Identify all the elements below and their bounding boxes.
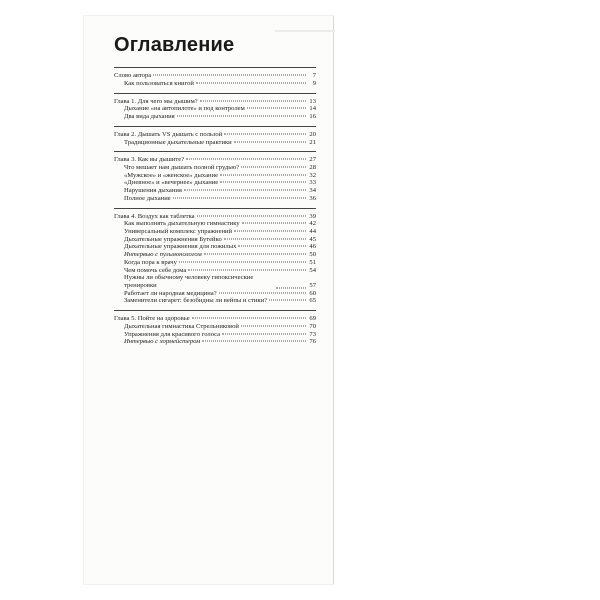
dot-leader (204, 254, 306, 255)
toc-page-number: 60 (309, 289, 316, 297)
toc-page-number: 34 (309, 187, 316, 195)
section-divider (114, 151, 316, 152)
toc-subsection-entry (114, 290, 316, 298)
toc-page-number: 13 (309, 97, 316, 105)
toc-entry-title: Глава 2. Дышать VS дышать с пользой (114, 130, 223, 138)
toc-subsection-entry (114, 236, 316, 244)
section-divider (114, 208, 316, 209)
toc-subsection-entry (114, 195, 316, 203)
toc-entry-title: Глава 1. Для чего мы дышим? (114, 97, 198, 105)
toc-entry-title: Универсальный комплекс упражнений (124, 228, 233, 236)
toc-entry-title: Как выполнять дыхательную гимнастику (124, 220, 240, 228)
page-edge (333, 16, 334, 584)
toc-page-number: 46 (309, 243, 316, 251)
table-of-contents (114, 67, 316, 351)
toc-subsection-entry (114, 179, 316, 187)
toc-subsection-entry (114, 297, 316, 305)
toc-page-number: 33 (309, 179, 316, 187)
dot-leader (238, 246, 306, 247)
toc-entry-title: Традиционные дыхательные практики (124, 138, 232, 146)
toc-page-number: 73 (309, 330, 316, 338)
toc-entry-title: Что мешает нам дышать полной грудью? (124, 164, 240, 172)
toc-entry-title: Дыхательные упражнения Бутейко (124, 235, 222, 243)
dot-leader (276, 287, 306, 288)
toc-entry-title: Упражнения для красивого голоса (124, 330, 221, 338)
toc-section (114, 131, 316, 146)
toc-subsection-entry (114, 80, 316, 88)
toc-chapter-entry (114, 98, 316, 106)
dot-leader (188, 269, 306, 270)
dot-leader (269, 300, 306, 301)
toc-page-number: 54 (309, 266, 316, 274)
toc-chapter-entry (114, 156, 316, 164)
toc-page-number: 9 (312, 79, 316, 87)
toc-chapter-entry (114, 213, 316, 221)
toc-subsection-entry (114, 243, 316, 251)
dot-leader (242, 223, 306, 224)
toc-subsection-entry (114, 113, 316, 121)
dot-leader (220, 174, 306, 175)
section-divider (114, 93, 316, 94)
toc-entry-title: Работает ли народная медицина? (124, 289, 217, 297)
dot-leader (173, 197, 306, 198)
toc-page-number: 16 (309, 112, 316, 120)
dot-leader (179, 261, 306, 262)
toc-page-number: 57 (309, 281, 316, 289)
dot-leader (247, 108, 306, 109)
dot-leader (202, 341, 306, 342)
toc-subsection-entry (114, 251, 316, 259)
toc-entry-title: «Мужское» и «женское» дыхание (124, 171, 219, 179)
toc-section (114, 72, 316, 87)
toc-page-number: 32 (309, 171, 316, 179)
toc-entry-title: Глава 5. Пойте на здоровье (114, 315, 190, 323)
toc-entry-title: Дыхание «на автопилоте» и под контролем (124, 105, 245, 113)
toc-chapter-entry (114, 72, 316, 80)
dot-leader (220, 182, 306, 183)
toc-page-number: 76 (309, 338, 316, 346)
section-divider (114, 126, 316, 127)
dot-leader (224, 238, 306, 239)
toc-page-number: 39 (309, 212, 316, 220)
toc-entry-title: Нужны ли обычному человеку гипоксические тренировки (124, 274, 254, 289)
toc-page-number: 69 (309, 315, 316, 323)
toc-subsection-entry (114, 228, 316, 236)
section-divider (114, 67, 316, 68)
dot-leader (234, 141, 306, 142)
toc-entry-title: Как пользоваться книгой (124, 79, 194, 87)
dot-leader (241, 325, 306, 326)
toc-subsection-entry (114, 259, 316, 267)
dot-leader (196, 82, 306, 83)
dot-leader (222, 333, 306, 334)
dot-leader (186, 159, 306, 160)
dot-leader (192, 318, 306, 319)
toc-subsection-entry (114, 220, 316, 228)
toc-subsection-entry (114, 331, 316, 339)
toc-page-number: 14 (309, 105, 316, 113)
toc-section (114, 315, 316, 346)
dot-leader (234, 231, 306, 232)
toc-subsection-entry (114, 274, 316, 289)
dot-leader (177, 115, 306, 116)
toc-chapter-entry (114, 131, 316, 139)
toc-section (114, 213, 316, 305)
toc-section (114, 98, 316, 121)
toc-page-number: 50 (309, 251, 316, 259)
toc-entry-title: Дыхательные упражнения для пожилых (124, 243, 237, 251)
toc-entry-title: Слово автора (114, 72, 152, 79)
toc-page-number: 21 (309, 138, 316, 146)
toc-subsection-entry (114, 187, 316, 195)
toc-page-number: 45 (309, 235, 316, 243)
toc-chapter-entry (114, 315, 316, 323)
toc-entry-title: Заменители сигарет: безобидны ли вейпы и стики? (124, 297, 268, 305)
toc-subsection-entry (114, 338, 316, 346)
toc-page-number: 28 (309, 164, 316, 172)
toc-entry-title: Интервью с пульмонологом (124, 251, 202, 259)
toc-page-number: 65 (309, 297, 316, 305)
toc-entry-title: «Дневное» и «вечернее» дыхание (124, 179, 219, 187)
toc-subsection-entry (114, 105, 316, 113)
dot-leader (224, 133, 306, 134)
toc-page-number: 70 (309, 322, 316, 330)
dot-leader (219, 292, 306, 293)
toc-page-number: 27 (309, 156, 316, 164)
toc-page-number: 42 (309, 220, 316, 228)
toc-entry-title: Глава 3. Как вы дышите? (114, 156, 185, 164)
bleed-through-mark (275, 30, 335, 32)
dot-leader (200, 100, 306, 101)
dot-leader (197, 215, 306, 216)
toc-entry-title: Глава 4. Воздух как таблетка (114, 212, 195, 220)
toc-entry-title: Два вида дыхания (124, 112, 175, 120)
toc-entry-title: Чем помочь себе дома (124, 266, 187, 274)
toc-section (114, 156, 316, 202)
toc-entry-title: Интервью с хормейстером (124, 338, 201, 346)
toc-subsection-entry (114, 172, 316, 180)
toc-page-number: 44 (309, 228, 316, 236)
toc-subsection-entry (114, 139, 316, 147)
dot-leader (184, 190, 306, 191)
toc-page-number: 51 (309, 258, 316, 266)
dot-leader (241, 167, 306, 168)
toc-entry-title: Дыхательная гимнастика Стрельниковой (124, 322, 239, 330)
page-title: Оглавление (114, 34, 235, 56)
toc-subsection-entry (114, 164, 316, 172)
toc-entry-title: Когда пора к врачу (124, 258, 177, 266)
section-divider (114, 310, 316, 311)
toc-entry-title: Полное дыхание (124, 194, 171, 202)
toc-page-number: 7 (312, 72, 316, 79)
toc-page-number: 20 (309, 130, 316, 138)
toc-subsection-entry (114, 267, 316, 275)
toc-subsection-entry (114, 323, 316, 331)
dot-leader (153, 75, 306, 76)
toc-entry-title: Нарушения дыхания (124, 187, 182, 195)
toc-page-number: 36 (309, 194, 316, 202)
